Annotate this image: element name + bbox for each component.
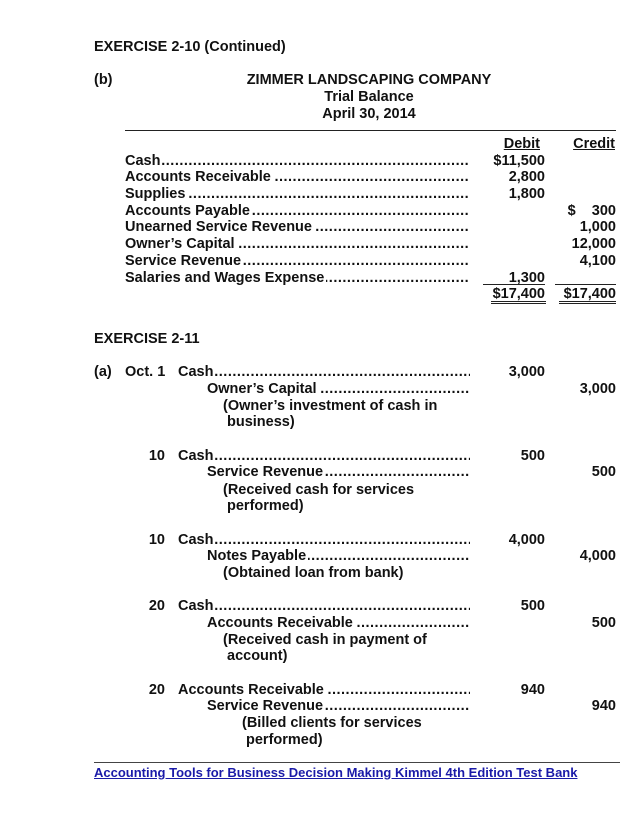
- company-name: ZIMMER LANDSCAPING COMPANY: [246, 72, 492, 88]
- debit-subtotal-rule: [483, 284, 545, 285]
- debit-account: Accounts Receivable: [178, 682, 324, 698]
- debit-account: Cash: [178, 532, 214, 548]
- tb-credit: 4,100: [579, 253, 616, 269]
- footer-rule: [94, 762, 620, 763]
- debit-account: Cash: [178, 364, 214, 380]
- total-credit: $17,400: [563, 286, 616, 302]
- report-title: Trial Balance: [324, 89, 414, 105]
- report-date: April 30, 2014: [322, 106, 416, 122]
- explanation-line: (Received cash for services: [223, 482, 415, 498]
- explanation-line: performed): [227, 498, 304, 514]
- tb-debit: 1,800: [508, 186, 545, 202]
- tb-account: Supplies: [125, 186, 186, 202]
- debit-amount: 500: [520, 448, 545, 464]
- debit-total-double-rule-1: [491, 301, 546, 302]
- credit-amount: 940: [591, 698, 616, 714]
- explanation-line: (Obtained loan from bank): [223, 565, 404, 581]
- explanation-line: performed): [246, 732, 323, 748]
- tb-account: Unearned Service Revenue: [125, 219, 312, 235]
- tb-account: Cash: [125, 153, 161, 169]
- explanation-line: business): [227, 414, 295, 430]
- entry-date: 20: [148, 682, 165, 698]
- credit-total-double-rule-2: [559, 303, 616, 304]
- credit-amount: 500: [591, 615, 616, 631]
- debit-total-double-rule-2: [491, 303, 546, 304]
- leader-dots: [178, 532, 470, 546]
- exercise-2-11-title: EXERCISE 2-11: [94, 331, 200, 347]
- tb-account: Owner’s Capital: [125, 236, 235, 252]
- explanation-line: (Received cash in payment of: [223, 632, 427, 648]
- credit-account: Accounts Receivable: [207, 615, 353, 631]
- debit-account: Cash: [178, 448, 214, 464]
- entry-date: 20: [148, 598, 165, 614]
- tb-account: Salaries and Wages Expense: [125, 270, 325, 286]
- debit-amount: 940: [520, 682, 545, 698]
- tb-credit: $ 300: [567, 203, 616, 219]
- exercise-title: EXERCISE 2-10 (Continued): [94, 39, 286, 55]
- explanation-line: (Billed clients for services: [242, 715, 422, 731]
- leader-dots: [125, 153, 470, 167]
- credit-subtotal-rule: [555, 284, 616, 285]
- entry-date: 10: [148, 532, 165, 548]
- debit-amount: 500: [520, 598, 545, 614]
- tb-account: Service Revenue: [125, 253, 242, 269]
- credit-account: Owner’s Capital: [207, 381, 317, 397]
- tb-credit: 12,000: [571, 236, 616, 252]
- debit-amount: 4,000: [508, 532, 545, 548]
- tb-debit: $11,500: [493, 153, 545, 169]
- debit-account: Cash: [178, 598, 214, 614]
- credit-account: Service Revenue: [207, 698, 324, 714]
- credit-account: Notes Payable: [207, 548, 307, 564]
- credit-total-double-rule-1: [559, 301, 616, 302]
- credit-amount: 3,000: [579, 381, 616, 397]
- leader-dots: [178, 364, 470, 378]
- tb-account: Accounts Payable: [125, 203, 250, 219]
- debit-amount: 3,000: [508, 364, 545, 380]
- part-label-a: (a): [94, 364, 112, 380]
- tb-debit: 2,800: [508, 169, 545, 185]
- explanation-line: (Owner’s investment of cash in: [223, 398, 438, 414]
- credit-amount: 500: [591, 464, 616, 480]
- entry-date: Oct. 1: [125, 364, 166, 380]
- tb-credit: 1,000: [579, 219, 616, 235]
- explanation-line: account): [227, 648, 288, 664]
- credit-amount: 4,000: [579, 548, 616, 564]
- credit-header: Credit: [573, 136, 615, 152]
- part-label-b: (b): [94, 72, 113, 88]
- leader-dots: [178, 598, 470, 612]
- credit-account: Service Revenue: [207, 464, 324, 480]
- entry-date: 10: [148, 448, 165, 464]
- leader-dots: [178, 448, 470, 462]
- footer-link[interactable]: Accounting Tools for Business Decision Making Kimmel 4th Edition Test Bank: [94, 765, 578, 780]
- tb-debit: 1,300: [508, 270, 545, 286]
- total-debit: $17,400: [492, 286, 545, 302]
- tb-account: Accounts Receivable: [125, 169, 271, 185]
- debit-header: Debit: [503, 136, 540, 152]
- header-rule: [125, 130, 616, 131]
